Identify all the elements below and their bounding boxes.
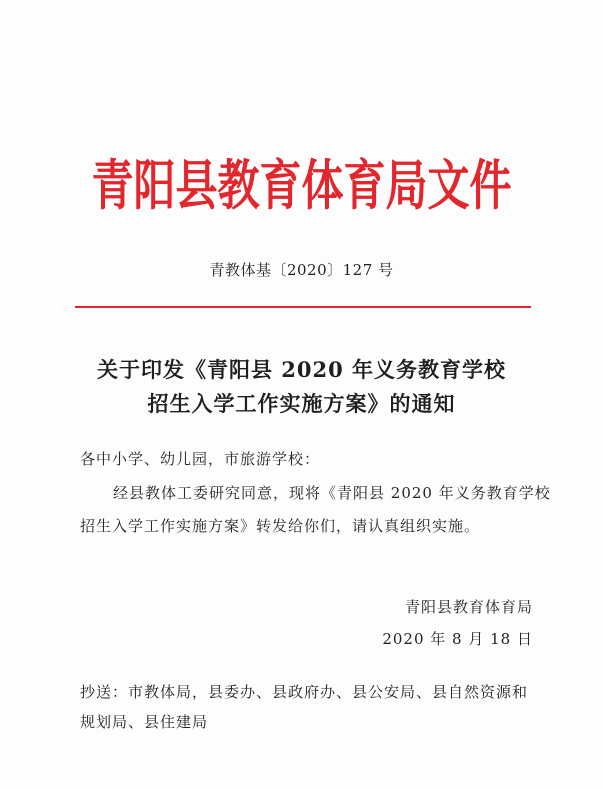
document-title-line-1: 关于印发《青阳县 2020 年义务教育学校 [96, 357, 507, 382]
document-title-line-2: 招生入学工作实施方案》的通知 [147, 391, 456, 416]
cc-list-line-2: 规划局、县住建局 [80, 713, 209, 731]
body-paragraph-line-2: 招生入学工作实施方案》转发给你们，请认真组织实施。 [80, 517, 481, 535]
body-paragraph-line-1: 经县教体工委研究同意，现将《青阳县 2020 年义务教育学校 [113, 484, 551, 502]
signature-organization: 青阳县教育体育局 [404, 598, 533, 616]
red-separator-line [75, 306, 531, 308]
issuing-authority-header: 青阳县教育体育局文件 [91, 154, 512, 217]
document-number: 青教体基〔2020〕127 号 [209, 261, 394, 279]
signature-date: 2020 年 8 月 18 日 [382, 630, 533, 648]
salutation: 各中小学、幼儿园，市旅游学校： [80, 450, 321, 468]
cc-list-line-1: 抄送：市教体局，县委办、县政府办、县公安局、县自然资源和 [80, 683, 529, 701]
